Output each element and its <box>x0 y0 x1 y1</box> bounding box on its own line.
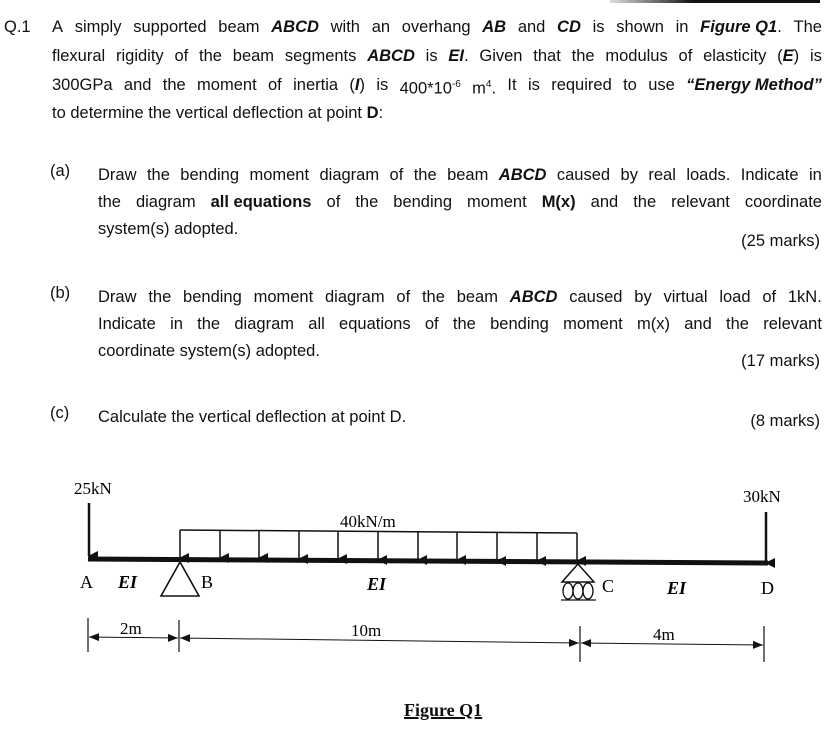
intro-line: to determine the vertical deflection at point D: <box>52 104 384 122</box>
point-d-label: D <box>761 578 774 598</box>
load-d-label: 30kN <box>743 487 781 506</box>
part-b-line: Indicate in the diagram all equations of the bending moment m(x) and the relevant <box>98 315 822 333</box>
point-c-label: C <box>602 576 615 596</box>
intro-line: 300GPa and the moment of inertia (I) is $400*10^{-6}$ $m^4$. It is required to use “Energy Method” <box>52 76 822 98</box>
part-b-marks: (17 marks) <box>741 352 820 370</box>
dim-cd-label: 4m <box>653 625 675 644</box>
part-a-label: (a) <box>50 162 71 180</box>
pin-support-icon <box>161 562 199 596</box>
part-c-line: Calculate the vertical deflection at point D. <box>98 408 407 426</box>
question-number: Q.1 <box>4 18 31 36</box>
part-b-line: coordinate system(s) adopted. <box>98 342 320 360</box>
part-b-line: Draw the bending moment diagram of the beam ABCD caused by virtual load of 1kN. <box>98 288 822 306</box>
udl-arrows-icon <box>180 530 577 561</box>
part-b-label: (b) <box>50 284 71 302</box>
load-a-label: 25kN <box>74 479 112 498</box>
ei-label-bc: EI <box>367 574 387 594</box>
part-a-line: system(s) adopted. <box>98 220 239 238</box>
roller-support-icon <box>561 564 596 600</box>
dim-bc-label: 10m <box>351 621 382 640</box>
point-b-label: B <box>201 572 214 592</box>
part-a-line: Draw the bending moment diagram of the beam ABCD caused by real loads. Indicate in <box>98 166 822 184</box>
figure-caption: Figure Q1 <box>404 700 483 720</box>
ei-label-cd: EI <box>667 578 687 598</box>
intro-line: flexural rigidity of the beam segments ABCD is EI. Given that the modulus of elasticity (E) is <box>52 47 822 65</box>
part-c-label: (c) <box>50 404 70 422</box>
part-a-marks: (25 marks) <box>741 232 820 250</box>
point-a-label: A <box>80 572 93 592</box>
dim-ab-label: 2m <box>120 619 142 638</box>
udl-label: 40kN/m <box>340 512 396 531</box>
part-a-line: the diagram all equations of the bending moment M(x) and the relevant coordinate <box>98 193 822 211</box>
beam <box>88 559 768 563</box>
intro-line: A simply supported beam ABCD with an overhang AB and CD is shown in Figure Q1. The <box>52 18 822 36</box>
part-c-marks: (8 marks) <box>750 412 820 430</box>
ei-label-ab: EI <box>118 572 138 592</box>
